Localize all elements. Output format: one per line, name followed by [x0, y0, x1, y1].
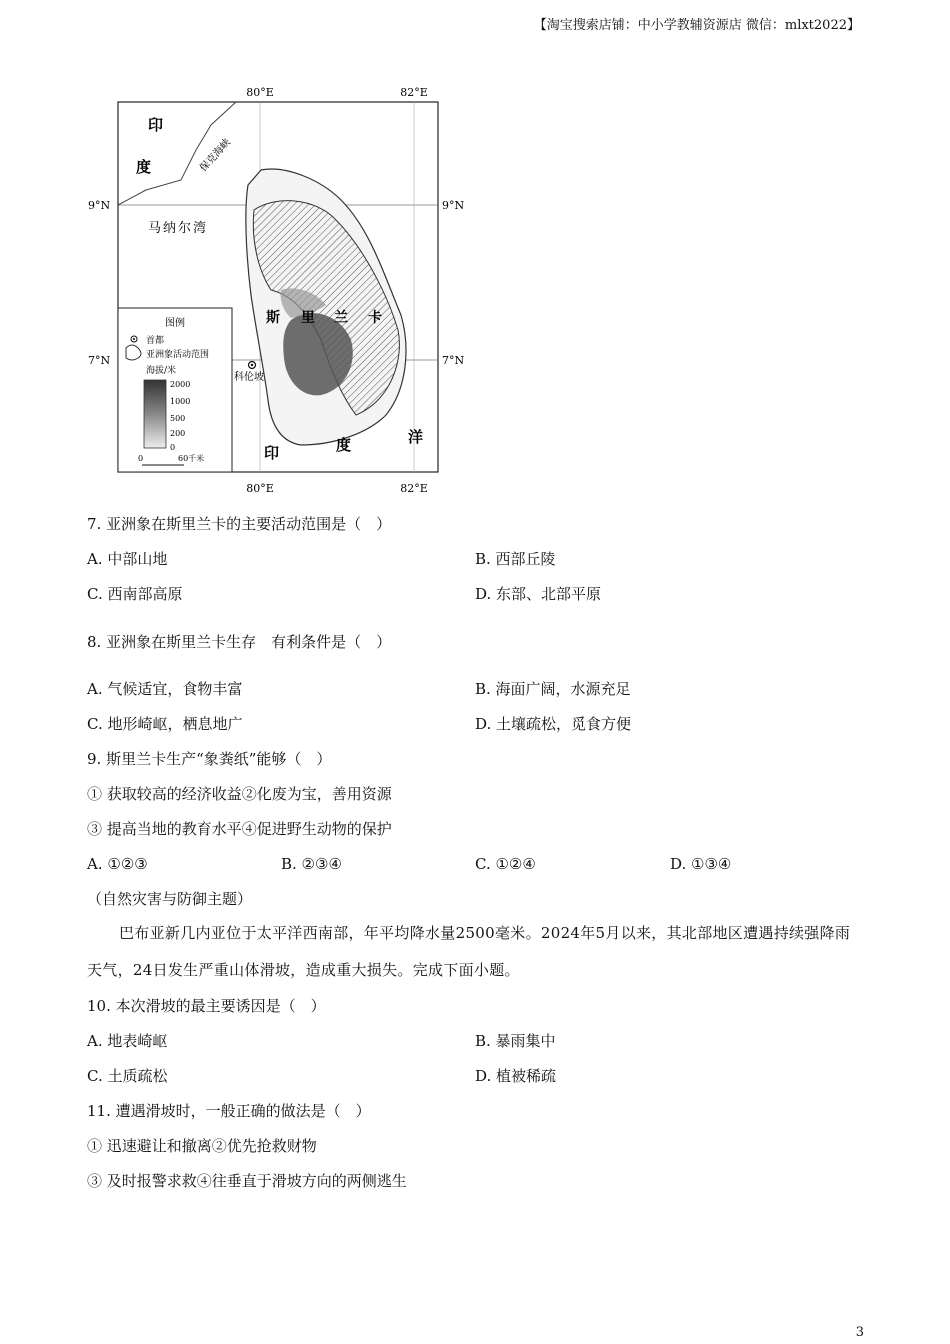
q10-option-b: B. 暴雨集中 — [475, 1032, 556, 1050]
label-bay: 马纳尔湾 — [148, 221, 209, 236]
q9-option-c: C. ①②④ — [475, 855, 536, 873]
left-lat-7: 7°N — [88, 354, 111, 367]
section-title: （自然灾害与防御主题） — [87, 890, 253, 908]
legend-elevation-bar — [144, 380, 166, 448]
q7-option-d: D. 东部、北部平原 — [475, 585, 602, 603]
q10-option-c: C. 土质疏松 — [87, 1067, 168, 1085]
q10-option-d: D. 植被稀疏 — [475, 1067, 557, 1085]
label-india-1: 印 — [148, 116, 164, 134]
bottom-lon-80: 80°E — [246, 482, 274, 495]
page-number: 3 — [855, 1325, 864, 1340]
legend-title: 图例 — [165, 318, 185, 329]
label-srilanka-2: 里 — [301, 310, 315, 326]
q9-statements-1: ① 获取较高的经济收益②化废为宝，善用资源 — [87, 785, 392, 803]
scale-zero: 0 — [138, 454, 144, 463]
label-strait: 保克海峡 — [198, 136, 233, 175]
q9-stem: 9. 斯里兰卡生产“象粪纸”能够（ ） — [87, 750, 332, 768]
top-lon-82: 82°E — [400, 86, 428, 99]
scale-label: 60千米 — [178, 454, 205, 463]
q10-option-a: A. 地表崎岖 — [87, 1032, 168, 1050]
label-srilanka-1: 斯 — [266, 310, 280, 326]
label-ocean-2: 度 — [336, 436, 352, 454]
legend-elev-0: 0 — [170, 443, 176, 452]
right-lat-7: 7°N — [442, 354, 465, 367]
label-india-2: 度 — [136, 158, 152, 176]
right-lat-9: 9°N — [442, 199, 465, 212]
label-srilanka-3: 兰 — [334, 310, 348, 326]
sri-lanka-map — [86, 80, 476, 500]
legend-elev-1000: 1000 — [170, 397, 191, 406]
q9-statements-2: ③ 提高当地的教育水平④促进野生动物的保护 — [87, 820, 392, 838]
q8-stem: 8. 亚洲象在斯里兰卡生存 有利条件是（ ） — [87, 633, 392, 651]
label-srilanka-4: 卡 — [368, 310, 382, 326]
q11-statements-2: ③ 及时报警求救④往垂直于滑坡方向的两侧逃生 — [87, 1172, 407, 1190]
map-figure — [86, 80, 476, 500]
top-lon-80: 80°E — [246, 86, 274, 99]
q10-stem: 10. 本次滑坡的最主要诱因是（ ） — [87, 997, 326, 1015]
bottom-lon-82: 82°E — [400, 482, 428, 495]
q8-option-d: D. 土壤疏松，觅食方便 — [475, 715, 632, 733]
page-header: 【淘宝搜索店铺：中小学教辅资源店 微信：mlxt2022】 — [533, 18, 860, 33]
label-ocean-3: 洋 — [408, 428, 424, 446]
legend-capital: 首都 — [146, 336, 165, 346]
q11-stem: 11. 遭遇滑坡时，一般正确的做法是（ ） — [87, 1102, 371, 1120]
q9-option-a: A. ①②③ — [87, 855, 148, 873]
legend-elev-title: 海拔/米 — [146, 366, 177, 376]
legend-elev-500: 500 — [170, 414, 186, 423]
q11-statements-1: ① 迅速避让和撤离②优先抢救财物 — [87, 1137, 317, 1155]
q7-option-c: C. 西南部高原 — [87, 585, 183, 603]
q7-option-b: B. 西部丘陵 — [475, 550, 556, 568]
q8-option-b: B. 海面广阔，水源充足 — [475, 680, 631, 698]
passage: 巴布亚新几内亚位于太平洋西南部，年平均降水量2500毫米。2024年5月以来，其北部地区遭遇持续强降雨天气，24日发生严重山体滑坡，造成重大损失。完成下面小题。 — [87, 924, 851, 979]
q9-option-b: B. ②③④ — [281, 855, 342, 873]
label-ocean-1: 印 — [264, 444, 280, 462]
left-lat-9: 9°N — [88, 199, 111, 212]
q9-option-d: D. ①③④ — [670, 855, 732, 873]
legend-elev-2000: 2000 — [170, 380, 191, 389]
q7-stem: 7. 亚洲象在斯里兰卡的主要活动范围是（ ） — [87, 515, 392, 533]
q7-option-a: A. 中部山地 — [87, 550, 168, 568]
label-capital: 科伦坡 — [234, 372, 264, 383]
q8-option-c: C. 地形崎岖，栖息地广 — [87, 715, 243, 733]
legend-elev-200: 200 — [170, 429, 186, 438]
q8-option-a: A. 气候适宜，食物丰富 — [87, 680, 243, 698]
legend-range: 亚洲象活动范围 — [146, 350, 210, 360]
